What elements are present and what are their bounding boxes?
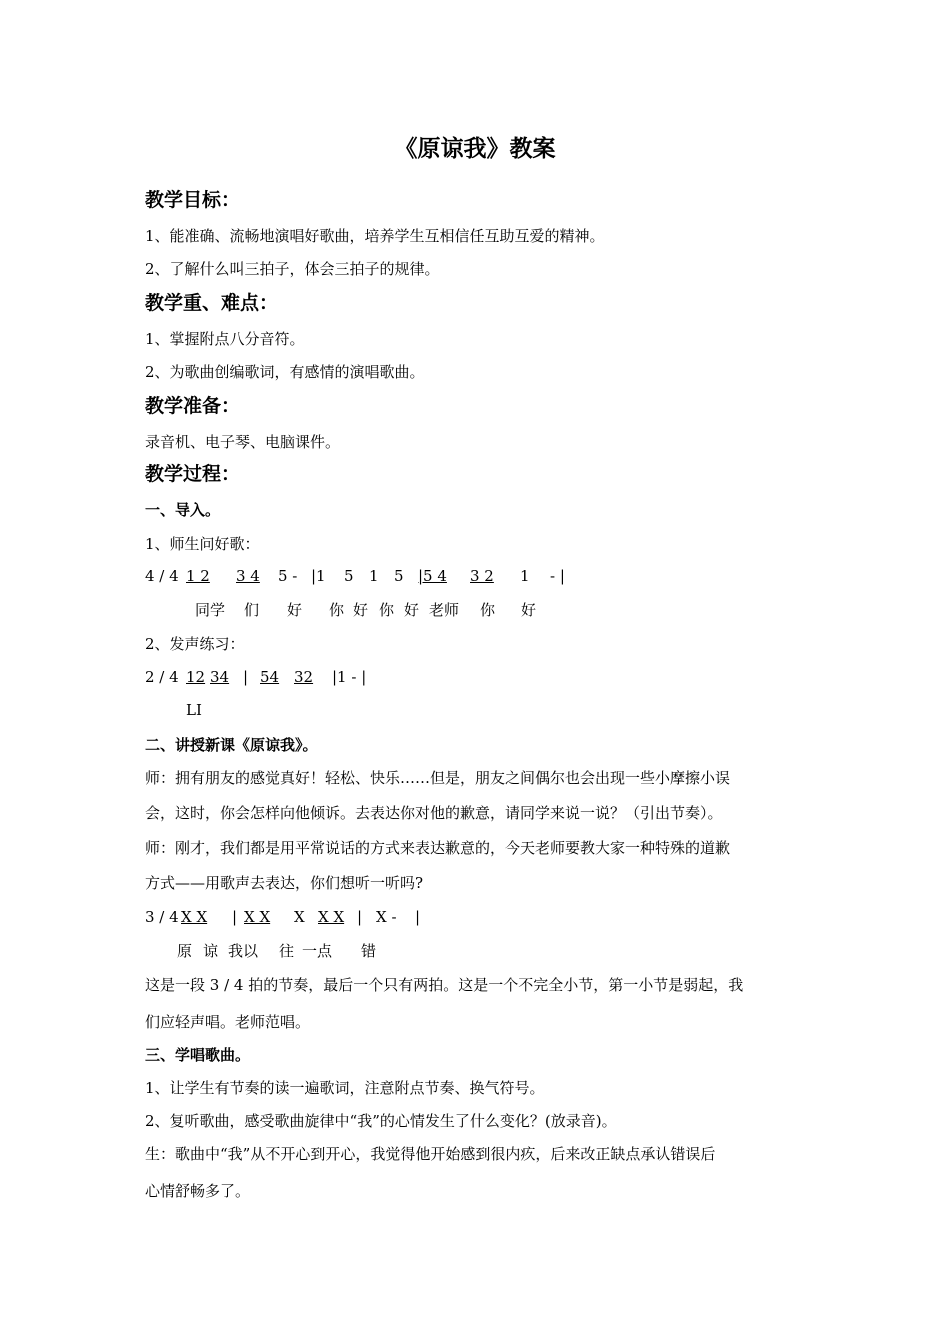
lyric: 好 [353,601,369,619]
note-group: 5 [344,567,354,585]
note-group: |1 - | [332,668,367,686]
paragraph-line: 们应轻声唱。老师范唱。 [145,1013,311,1031]
note-group: 34 [210,668,230,686]
paragraph-line: 师：拥有朋友的感觉真好！轻松、快乐……但是，朋友之间偶尔也会出现一些小摩擦小误 [145,769,731,787]
lyric: 错 [361,942,377,960]
note-group: 5 [394,567,404,585]
lyric: 好 [287,601,303,619]
note-group: 3 4 [236,567,260,585]
keypoint-item: 2、为歌曲创编歌词，有感情的演唱歌曲。 [145,363,425,381]
paragraph-line: 会，这时，你会怎样向他倾诉。去表达你对他的歉意，请同学来说一说？（引出节奏）。 [145,804,723,822]
lyric: 原 [177,942,193,960]
lyric: 老师 [429,601,460,619]
note-group: 1 2 [186,567,210,585]
note-group: 1 [369,567,379,585]
lyric: 你 [379,601,395,619]
part-heading-intro: 一、导入。 [145,501,221,519]
section-heading-process: 教学过程： [145,463,241,485]
paragraph-line: 方式——用歌声去表达，你们想听一听吗? [145,874,424,892]
lyric: 好 [404,601,420,619]
note-group: - | [550,567,565,585]
note-group: X X [181,908,208,926]
note-group: |1 [311,567,326,585]
note-group: 12 [186,668,206,686]
page-title: 《原谅我》教案 [394,136,556,162]
note-group: X X [244,908,271,926]
goal-item: 1、能准确、流畅地演唱好歌曲，培养学生互相信任互助互爱的精神。 [145,227,605,245]
lyric: 往 [279,942,295,960]
barline: | [232,908,238,926]
time-signature: 4 / 4 [145,567,179,585]
paragraph-line: 这是一段 3 / 4 拍的节奏，最后一个只有两拍。这是一个不完全小节，第一小节是弱起，我 [145,976,744,994]
lyric: 一点 [302,942,333,960]
paragraph-line: 心情舒畅多了。 [145,1182,251,1200]
paragraph-line: 师：刚才，我们都是用平常说话的方式来表达歉意的，今天老师要教大家一种特殊的道歉 [145,839,731,857]
lyric: 谅 [203,942,219,960]
process-item: 2、发声练习： [145,635,245,653]
section-heading-preparation: 教学准备： [145,395,241,417]
barline: | [357,908,363,926]
lyric: 我以 [228,942,259,960]
keypoint-item: 1、掌握附点八分音符。 [145,330,305,348]
barline: | [415,908,421,926]
lyric: 好 [521,601,537,619]
section-heading-goals: 教学目标： [145,189,241,211]
note-group: X - [376,908,397,926]
note-group: 5 - [278,567,298,585]
note-group: X X [318,908,345,926]
part-heading-new-lesson: 二、讲授新课《原谅我》。 [145,736,318,754]
note-group: 3 2 [470,567,494,585]
preparation-text: 录音机、电子琴、电脑课件。 [145,433,341,451]
lyric: 你 [329,601,345,619]
lyric: 你 [480,601,496,619]
process-item: 1、师生问好歌： [145,535,260,553]
lyric: 们 [244,601,260,619]
section-heading-keypoints: 教学重、难点： [145,292,279,314]
process-item: 2、复听歌曲，感受歌曲旋律中“我”的心情发生了什么变化？(放录音)。 [145,1112,617,1130]
time-signature: 2 / 4 [145,668,179,686]
note-group: 54 [260,668,280,686]
process-item: 1、让学生有节奏的读一遍歌词，注意附点节奏、换气符号。 [145,1079,545,1097]
note-group: 1 [520,567,530,585]
note-group: X [294,908,305,926]
part-heading-learn-song: 三、学唱歌曲。 [145,1046,251,1064]
lyric: 同学 [195,601,226,619]
time-signature: 3 / 4 [145,908,179,926]
lyric: LI [186,701,202,719]
paragraph-line: 生：歌曲中“我”从不开心到开心，我觉得他开始感到很内疚，后来改正缺点承认错误后 [145,1145,716,1163]
note-group: 32 [294,668,314,686]
note-group: |5 4 [418,567,447,585]
goal-item: 2、了解什么叫三拍子，体会三拍子的规律。 [145,260,440,278]
barline: | [243,668,249,686]
